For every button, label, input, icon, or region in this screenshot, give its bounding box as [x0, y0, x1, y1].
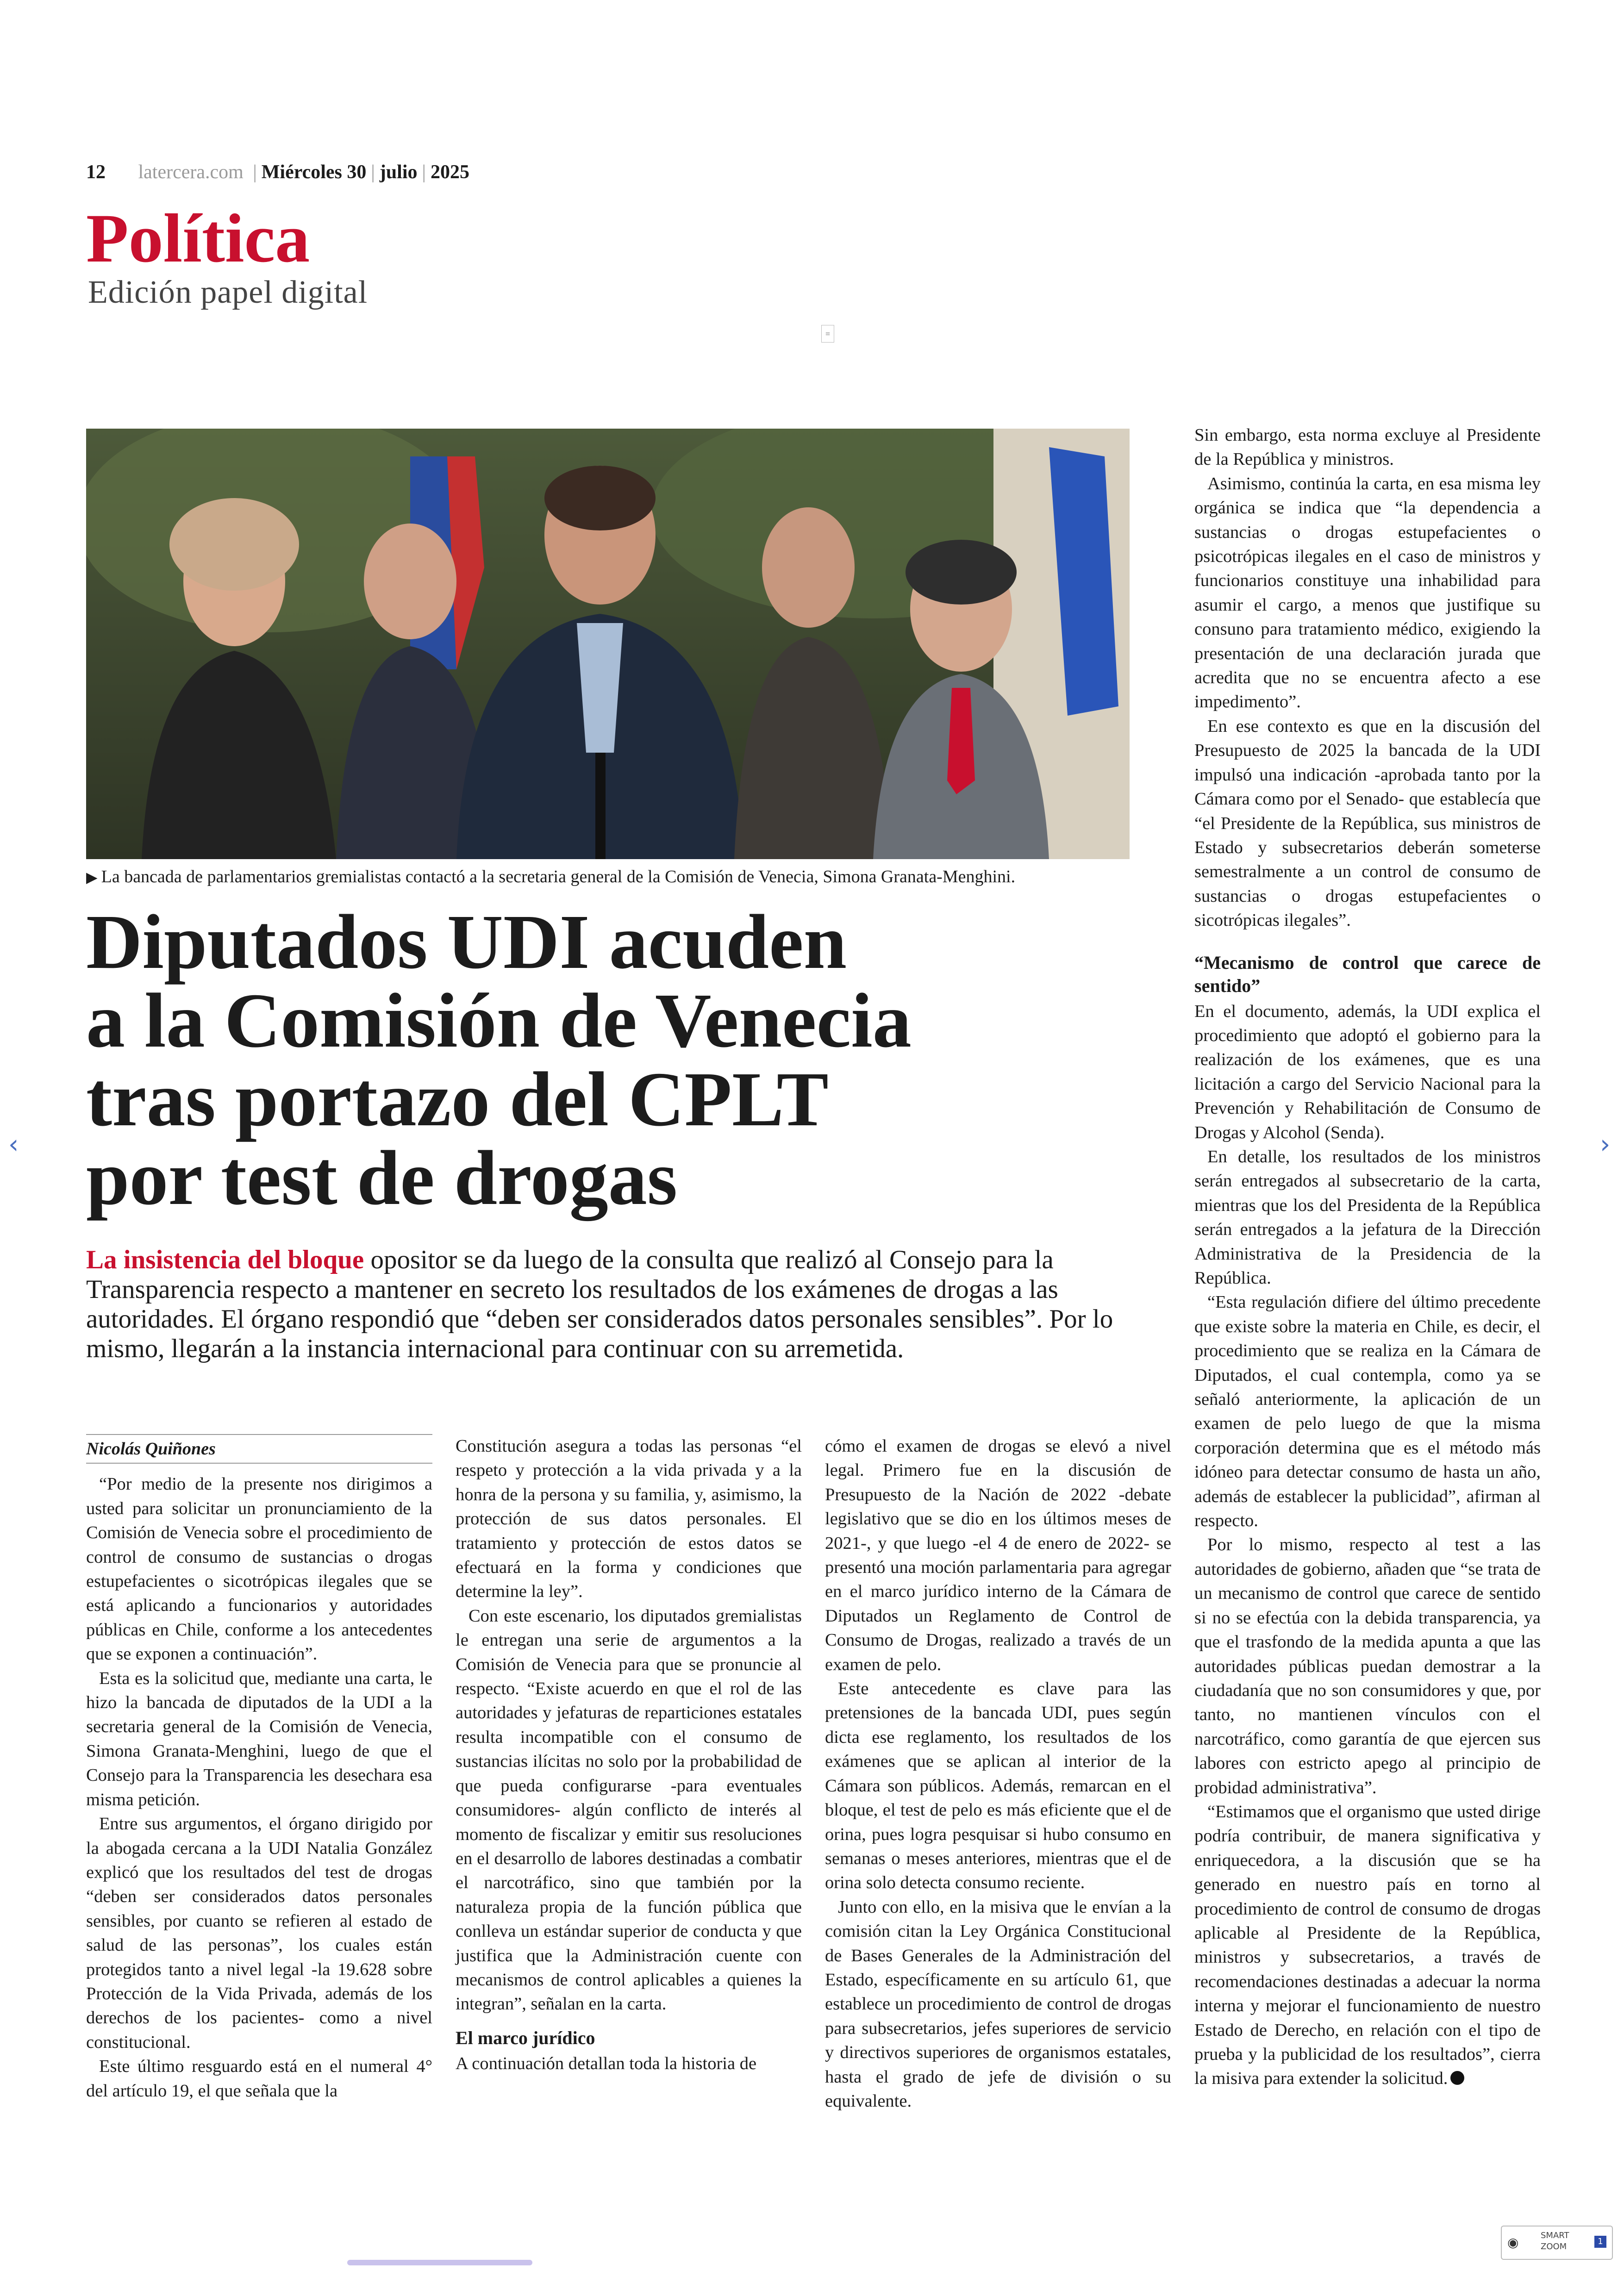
horizontal-scrollbar[interactable] [347, 2260, 532, 2265]
page-header [86, 161, 469, 183]
separator: | [422, 162, 426, 183]
smart-zoom-button[interactable] [1501, 2226, 1613, 2260]
lead-paragraph [86, 1245, 1146, 1364]
chevron-left-icon: ‹ [8, 1129, 19, 1160]
prev-page-button[interactable] [8, 1129, 19, 1160]
date-year: 2025 [430, 162, 469, 183]
section-title: Política [86, 200, 310, 277]
body-paragraph: “Esta regulación difiere del último precedente que existe sobre la materia en Chile, es decir, el procedimiento que se realiza en la Cámara de Diputados, el cual contempla, como ya se señaló anteriormente, la aplicación de un examen de pelo luego de que la misma corporación determina que es el método más idóneo para detectar consumo de hasta un año, además de establecer la publicidad”, afirman al respecto. [1194, 1292, 1541, 1531]
body-paragraph: Este último resguardo está en el numeral 4° del artículo 19, el que señala que la [86, 2057, 432, 2101]
body-paragraph: En el documento, además, la UDI explica el procedimiento que adoptó el gobierno para la realización de los exámenes, que es una licitación a cargo del Servicio Nacional para la Prevención y Rehabilitación de Consumo de Drogas y Alcohol (Senda). [1194, 1001, 1541, 1142]
closing-text: “Estimamos que el organismo que usted dirige podría contribuir, de manera significativa y enriquecedora, a la discusión que se ha generado en nuestro país en torno al procedimiento de control de consumo de drogas aplicable al Presidente de la República, ministros y subsecretarios, a través de recomendaciones destinadas a adecuar la norma interna y mejorar el funcionamiento de nuestro Estado de Derecho, en relación con el tipo de prueba y la publicidad de los resultados”, cierra la misiva para extender la solicitud. [1194, 1802, 1541, 2089]
lead-highlight: La insistencia del bloque [86, 1245, 364, 1274]
body-paragraph: cómo el examen de drogas se elevó a nivel legal. Primero fue en la discusión de Presupuesto de la Nación de 2022 -debate legislativo que se dio en los últimos meses de 2021-, y que luego -el 4 de enero de 2022- se presentó una moción parlamentaria para agregar en el marco jurídico interno de la Cámara de Diputados un Reglamento de Control de Consumo de Drogas, realizado a través de un examen de pelo. [825, 1436, 1171, 1674]
article-photo [86, 429, 1130, 859]
body-column-4 [1194, 423, 1541, 2091]
body-paragraph: Junto con ello, en la misiva que le envían a la comisión citan la Ley Orgánica Constitucional de Bases Generales de la Administración del Estado, específicamente en su artículo 61, que establece un procedimiento de control de drogas para subsecretarios, jefes superiores de servicio y directivos superiores de organismos estatales, hasta el grado de jefe de división o su equivalente. [825, 1897, 1171, 2111]
next-page-button[interactable] [1600, 1129, 1610, 1160]
body-paragraph: Asimismo, continúa la carta, en esa misma ley orgánica se indica que “la dependencia a sustancias o drogas estupefacientes o psicotrópicas ilegales en el caso de ministros y funcionarios constituye una inhabilidad para asumir el cargo, a menos que justifique su consuno para tratamiento médico, exigiendo la presentación de una declaración jurada que acredita que no se encuentra afecto a ese impedimento”. [1194, 474, 1541, 712]
site-name: latercera.com [138, 162, 244, 183]
page-number: 12 [86, 162, 106, 183]
body-paragraph: En detalle, los resultados de los ministros serán entregados al subsecretario de la carta, mientras que los del Presidenta de la República serán entregados a la jefatura de la Dirección Administrativa de la Presidencia de la República. [1194, 1147, 1541, 1288]
body-paragraph: “Por medio de la presente nos dirigimos a usted para solicitar un pronunciamiento de la Comisión de Venecia sobre el procedimiento de control de consumo de sustancias o drogas estupefacientes o sicotrópicas ilegales que se está aplicando a funcionarios y autoridades públicas en Chile, conforme a los antecedentes que se exponen a continuación”. [86, 1474, 432, 1664]
headline-line: a la Comisión de Venecia [86, 978, 912, 1064]
separator: | [253, 162, 257, 183]
end-mark-icon [1450, 2071, 1464, 2085]
smart-zoom-label [1541, 2230, 1569, 2252]
eye-icon: ◉ [1507, 2235, 1519, 2250]
caption-text: La bancada de parlamentarios gremialistas contactó a la secretaria general de la Comisión de Venecia, Simona Granata-Menghini. [101, 867, 1016, 886]
photo-caption [86, 867, 1169, 887]
date-month: julio [379, 162, 418, 183]
body-paragraph [1194, 1800, 1541, 2091]
lead-text: opositor se da luego de la consulta que realizó al Consejo para la Transparencia respecto a mantener en secreto los resultados de los exámenes de drogas a las autoridades. El órgano respondió que “deben ser considerados datos personales sensibles”. Por lo mismo, llegarán a la instancia internacional para continuar con su arremetida. [86, 1245, 1113, 1363]
byline: Nicolás Quiñones [86, 1434, 432, 1464]
zoom-label-line: ZOOM [1541, 2242, 1567, 2251]
zoom-label-line: SMART [1541, 2231, 1569, 2240]
zoom-badge: 1 [1594, 2236, 1606, 2248]
headline-line: tras portazo del CPLT [86, 1056, 829, 1142]
body-paragraph: Entre sus argumentos, el órgano dirigido por la abogada cercana a la UDI Natalia González explicó que los resultados del test de drogas “deben ser considerados datos personales sensibles, por cuanto se refieren al estado de salud de las personas”, los cuales están protegidos tanto a nivel legal -la 19.628 sobre Protección de la Vida Privada, además de los derechos de los pacientes- como a nivel constitucional. [86, 1814, 432, 2052]
body-column-2 [456, 1434, 802, 2076]
body-paragraph: Con este escenario, los diputados gremialistas le entregan una serie de argumentos a la Comisión de Venecia para que se pronuncie al respecto. “Existe acuerdo en que el rol de las autoridades y jefaturas de reparticiones estatales resulta incompatible con el consumo de sustancias ilícitas no solo por la probabilidad de que pueda configurarse -para eventuales consumidores- algún conflicto de interés al momento de fiscalizar y emitir sus resoluciones en el desarrollo de labores destinadas a combatir el narcotráfico, sino que también por la naturaleza propia de la función pública que conlleva un estándar superior de conducta y que justifica que la Administración cuente con mecanismos de control aplicables a quienes la integran”, señalan en la carta. [456, 1606, 802, 2014]
body-column-3 [825, 1434, 1171, 2113]
body-paragraph: Sin embargo, esta norma excluye al Presidente de la República y ministros. [1194, 425, 1541, 469]
separator: | [371, 162, 375, 183]
body-paragraph: A continuación detallan toda la historia de [456, 2053, 757, 2073]
body-paragraph: Este antecedente es clave para las pretensiones de la bancada UDI, pues según dicta ese reglamento, los resultados de los exámenes que se aplican al interior de la Cámara son públicos. Además, remarcan en el bloque, el test de pelo es más eficiente que el de orina, pues logra pesquisar si hubo consumo en semanas o meses anteriores, mientras que el de orina solo detecta consumo reciente. [825, 1679, 1171, 1893]
body-paragraph: En ese contexto es que en la discusión del Presupuesto de 2025 la bancada de la UDI impulsó una indicación -aprobada tanto por la Cámara como por el Senado- que establecía que “el Presidente de la República, sus ministros de Estado y subsecretarios deberán someterse semestralmente a un control de consumo de sustancias o drogas estupefacientes o sicotrópicas ilegales”. [1194, 716, 1541, 930]
headline [86, 899, 1151, 1221]
headline-line: por test de drogas [86, 1135, 678, 1221]
subheading: “Mecanismo de control que carece de sentido” [1194, 952, 1541, 996]
body-paragraph: Constitución asegura a todas las personas “el respeto y protección a la vida privada y a la honra de la persona y su familia, y, asimismo, la protección de sus datos personales. El tratamiento y protección de estos datos se efectuará en la forma y condiciones que determine la ley”. [456, 1436, 802, 1602]
date-day: Miércoles 30 [261, 162, 367, 183]
headline-line: Diputados UDI acuden [86, 899, 847, 985]
body-column-1 [86, 1434, 432, 2103]
photo-illustration [86, 429, 1130, 859]
subheading: El marco jurídico [456, 2027, 595, 2048]
body-paragraph: Esta es la solicitud que, mediante una carta, le hizo la bancada de diputados de la UDI a la secretaria general de la Comisión de Venecia, Simona Granata-Menghini, luego de que el Consejo para la Transparencia les desechara esa misma petición. [86, 1668, 432, 1809]
caption-triangle-icon: ▶ [86, 869, 98, 886]
edition-label: Edición papel digital [88, 274, 368, 310]
body-paragraph: Por lo mismo, respecto al test a las autoridades de gobierno, añaden que “se trata de un mecanismo de control que carece de sentido si no se efectúa con la debida transparencia, ya que el trasfondo de la medida apunta a que las autoridades públicas puedan demostrar a la ciudadanía que no son consumidores y que, por tanto, no mantienen vínculos con el narcotráfico, como garantía de que ejercen sus labores con estricto apego al principio de probidad administrativa”. [1194, 1535, 1541, 1797]
chevron-right-icon: › [1600, 1129, 1611, 1160]
page-marker-icon: ≡ [821, 325, 834, 343]
